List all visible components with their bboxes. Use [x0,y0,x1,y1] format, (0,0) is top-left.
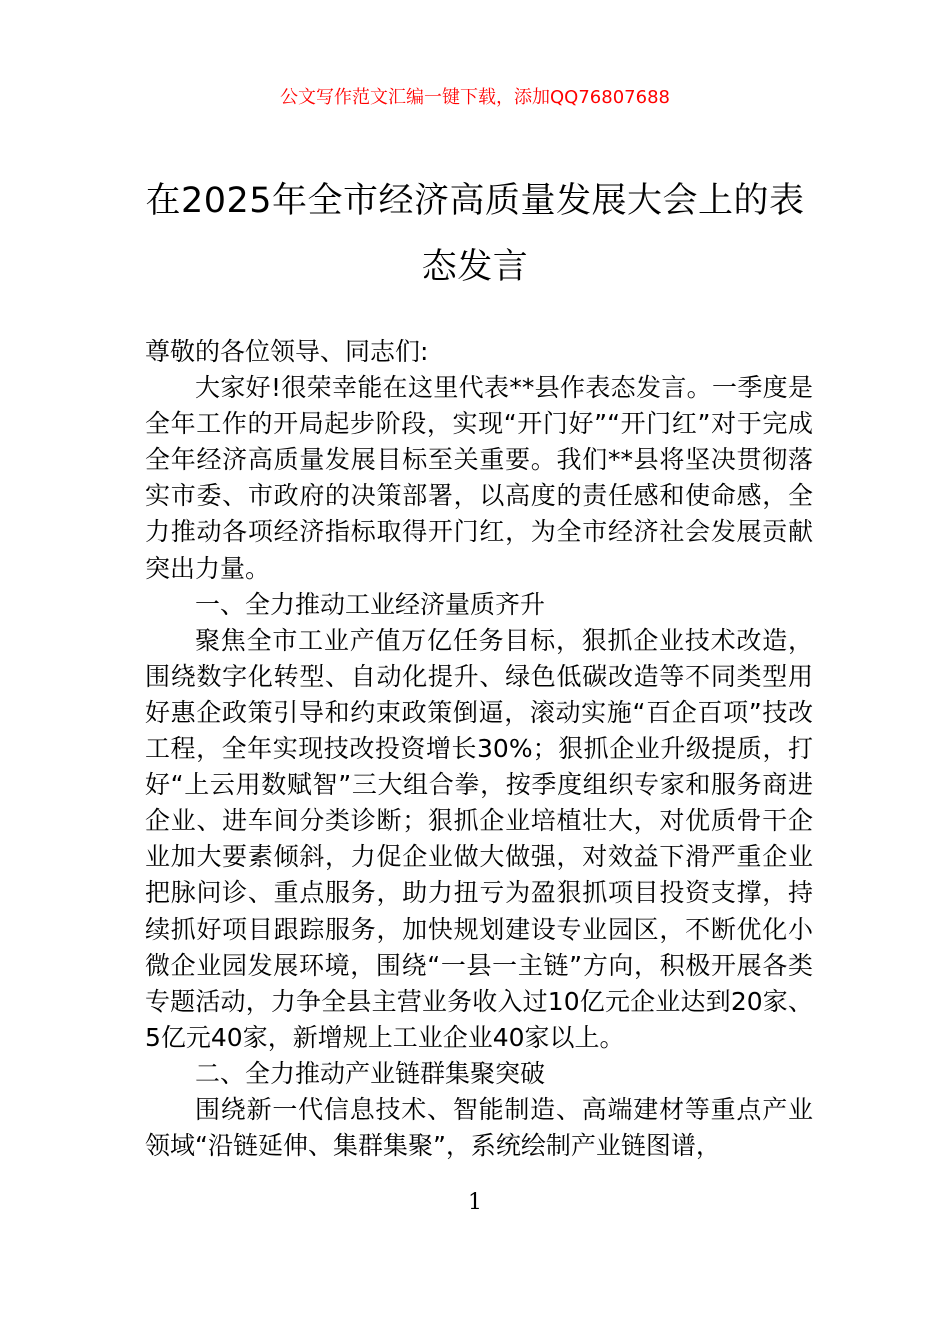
paragraph-intro: 大家好!很荣幸能在这里代表**县作表态发言。一季度是全年工作的开局起步阶段，实现“开门好”“开门红”对于完成全年经济高质量发展目标至关重要。我们**县将坚决贯彻落实市委、市政府的决策部署，以高度的责任感和使命感，全力推动各项经济指标取得开门红，为全市经济社会发展贡献突出力量。 [145,373,813,583]
greeting-line: 尊敬的各位领导、同志们: [145,337,429,366]
document-body [145,334,813,1164]
document-title: 在2025年全市经济高质量发展大会上的表态发言 [145,181,805,287]
paragraph-section-1: 聚焦全市工业产值万亿任务目标，狠抓企业技术改造，围绕数字化转型、自动化提升、绿色低碳改造等不同类型用好惠企政策引导和约束政策倒逼，滚动实施“百企百项”技改工程，全年实现技改投资增长30%；狠抓企业升级提质，打好“上云用数赋智”三大组合拳，按季度组织专家和服务商进企业、进车间分类诊断；狠抓企业培植壮大，对优质骨干企业加大要素倾斜，力促企业做大做强，对效益下滑严重企业把脉问诊、重点服务，助力扭亏为盈狠抓项目投资支撑，持续抓好项目跟踪服务，加快规划建设专业园区，不断优化小微企业园发展环境，围绕“一县一主链”方向，积极开展各类专题活动，力争全县主营业务收入过10亿元企业达到20家、5亿元40家，新增规上工业企业40家以上。 [145,625,813,1052]
paragraph-section-2: 围绕新一代信息技术、智能制造、高端建材等重点产业领域“沿链延伸、集群集聚”，系统绘制产业链图谱， [145,1094,813,1161]
section-heading-1: 一、全力推动工业经济量质齐升 [195,589,546,619]
section-heading-2: 二、全力推动产业链群集聚突破 [195,1058,546,1088]
header-download-note: 公文写作范文汇编一键下载，添加QQ76807688 [280,87,670,108]
page-number: 1 [468,1190,482,1215]
